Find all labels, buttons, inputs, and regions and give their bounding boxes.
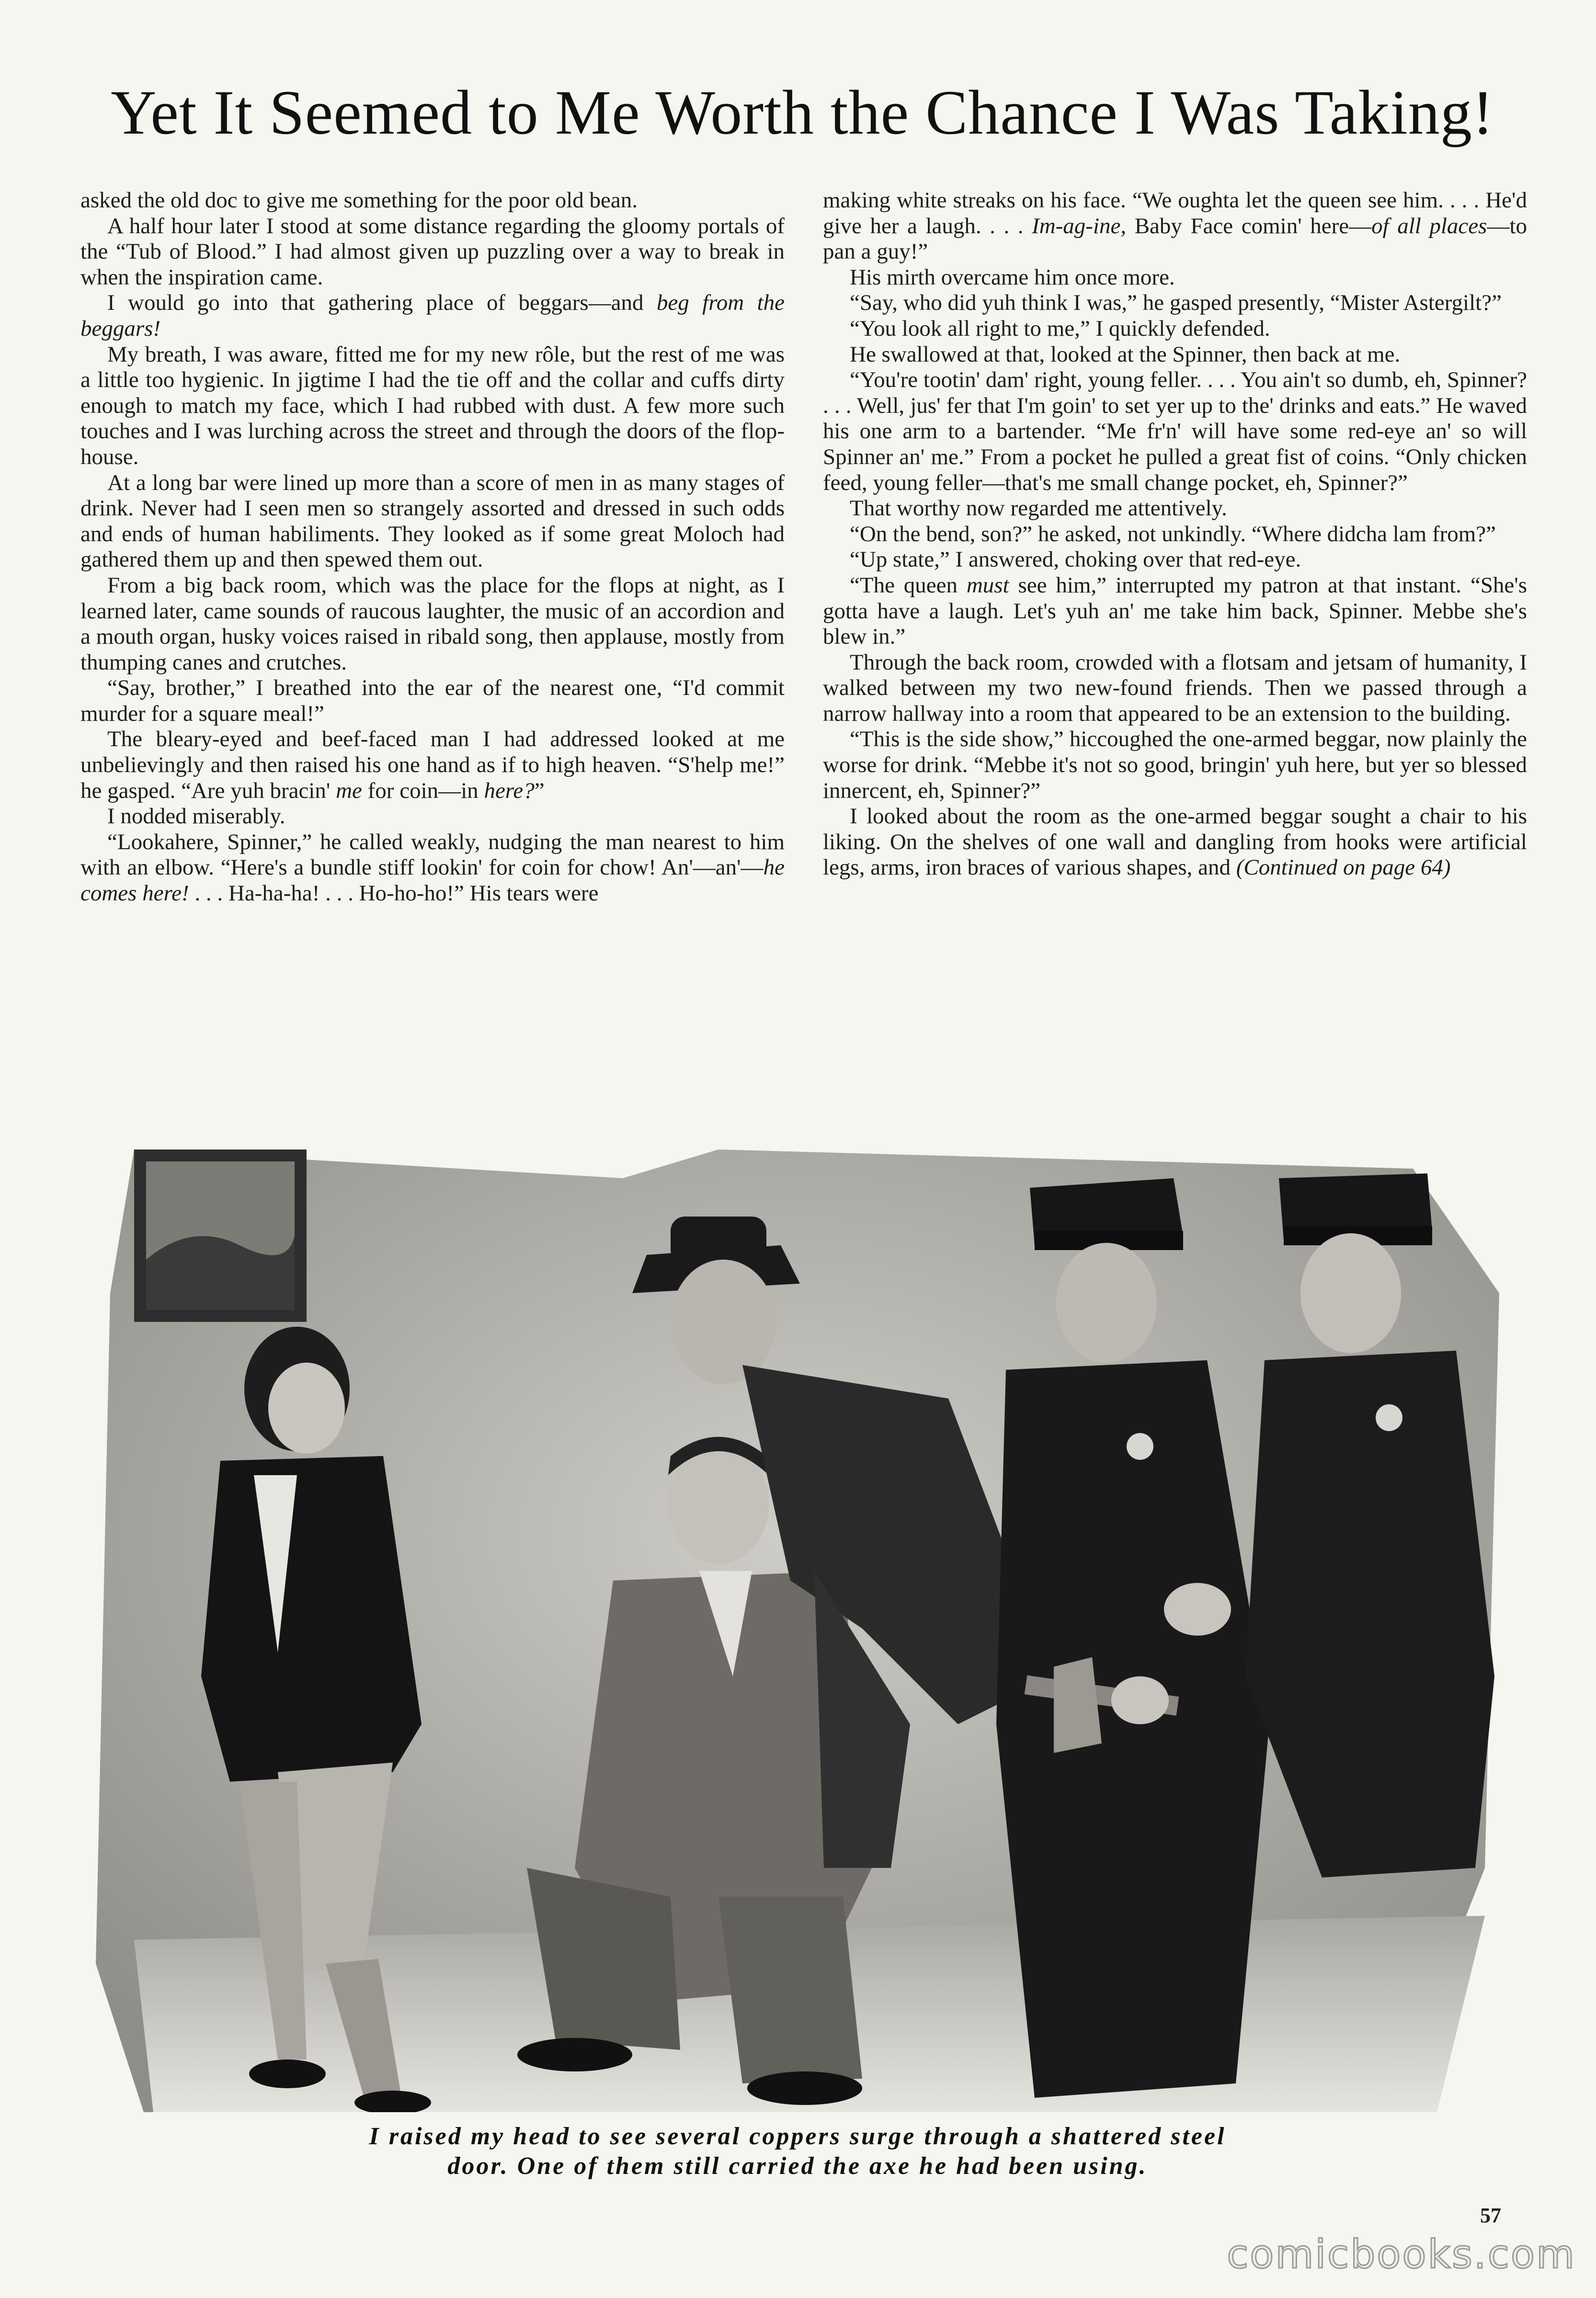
paragraph: asked the old doc to give me something for the poor old bean. [80, 188, 638, 213]
paragraph: He swallowed at that, looked at the Spinner, then back at me. [850, 341, 1401, 367]
paragraph: “You look all right to me,” I quickly defended. [850, 316, 1270, 341]
paragraph: I nodded miserably. [107, 804, 285, 829]
photo-caption [144, 2122, 1451, 2181]
photo-scene [96, 1149, 1499, 2112]
paragraph: making white streaks on his face. “We oughta let the queen see him. . . . He'd give her a laugh. . . . Im-ag-ine, Baby Face comin' here—of all places—to pan a guy!” [823, 188, 1527, 264]
paragraph: That worthy now regarded me attentively. [850, 496, 1227, 521]
paragraph: The bleary-eyed and beef-faced man I had addressed looked at me unbelievingly and then raised his one hand as if to high heaven. “S'help me!” he gasped. “Are yuh bracin' me for coin—in here?” [80, 727, 785, 803]
paragraph: “Lookahere, Spinner,” he called weakly, nudging the man nearest to him with an elbow. “Here's a bundle stiff lookin' for coin for chow! An'—an'—he comes here! . . . Ha-ha-ha! . . . Ho-ho-ho!” His tears were [80, 829, 785, 906]
headline: Yet It Seemed to Me Worth the Chance I Was Taking! [111, 77, 1494, 148]
paragraph: At a long bar were lined up more than a score of men in as many stages of drink. Never had I seen men so strangely assorted and dressed in such odds and ends of human habiliments. They looked as if some great Moloch had gathered them up and then spewed them out. [80, 470, 785, 572]
paragraph: From a big back room, which was the place for the flops at night, as I learned later, came sounds of raucous laughter, the music of an accordion and a mouth organ, husky voices raised in ribald song, then applause, mostly from thumping canes and crutches. [80, 572, 785, 675]
paragraph: A half hour later I stood at some distance regarding the gloomy portals of the “Tub of Blood.” I had almost given up puzzling over a way to break in when the inspiration came. [80, 213, 785, 290]
left-column [80, 188, 785, 907]
paragraph: My breath, I was aware, fitted me for my new rôle, but the rest of me was a little too hygienic. In jigtime I had the tie off and the collar and cuffs dirty enough to match my face, which I had rubbed with dust. A few more such touches and I was lurching across the street and through the doors of the flop-house. [80, 341, 785, 469]
paragraph: “This is the side show,” hiccoughed the one-armed beggar, now plainly the worse for drink. “Mebbe it's not so good, bringin' yuh here, but yer so blessed innercent, eh, Spinner?” [823, 727, 1527, 803]
paragraph: “Say, brother,” I breathed into the ear of the nearest one, “I'd commit murder for a square meal!” [80, 675, 785, 726]
paragraph: “You're tootin' dam' right, young feller. . . . You ain't so dumb, eh, Spinner? . . . Well, jus' fer that I'm goin' to set yer up to the' drinks and eats.” He waved his one arm to a bartender. “Me fr'n' will have some red-eye an' so will Spinner an' me.” From a pocket he pulled a great fist of coins. “Only chicken feed, young feller—that's me small change pocket, eh, Spinner?” [823, 367, 1527, 495]
caption-line: door. One of them still carried the axe he had been using. [447, 2152, 1148, 2180]
watermark-text: comicbooks.com [1227, 2232, 1576, 2277]
paragraph: “On the bend, son?” he asked, not unkindly. “Where didcha lam from?” [850, 521, 1496, 546]
paragraph: “The queen must see him,” interrupted my patron at that instant. “She's gotta have a laugh. Let's yuh an' me take him back, Spinner. Mebbe she's blew in.” [823, 572, 1527, 649]
paragraph: “Up state,” I answered, choking over that red-eye. [850, 547, 1301, 572]
paragraph: I looked about the room as the one-armed beggar sought a chair to his liking. On the shelves of one wall and dangling from hooks were artificial legs, arms, iron braces of various shapes, and (Continued on page 64) [823, 804, 1527, 880]
paragraph: Through the back room, crowded with a flotsam and jetsam of humanity, I walked between my two new-found friends. Then we passed through a narrow hallway into a room that appeared to be an extension to the building. [823, 649, 1527, 726]
illustration-photo [96, 1149, 1499, 2112]
caption-line: I raised my head to see several coppers surge through a shattered steel [369, 2123, 1226, 2150]
paragraph: His mirth overcame him once more. [850, 264, 1175, 290]
right-column [823, 188, 1527, 881]
paragraph: “Say, who did yuh think I was,” he gasped presently, “Mister Astergilt?” [850, 290, 1502, 316]
paragraph: I would go into that gathering place of beggars—and beg from the beggars! [80, 290, 785, 341]
page-number: 57 [1480, 2204, 1501, 2227]
